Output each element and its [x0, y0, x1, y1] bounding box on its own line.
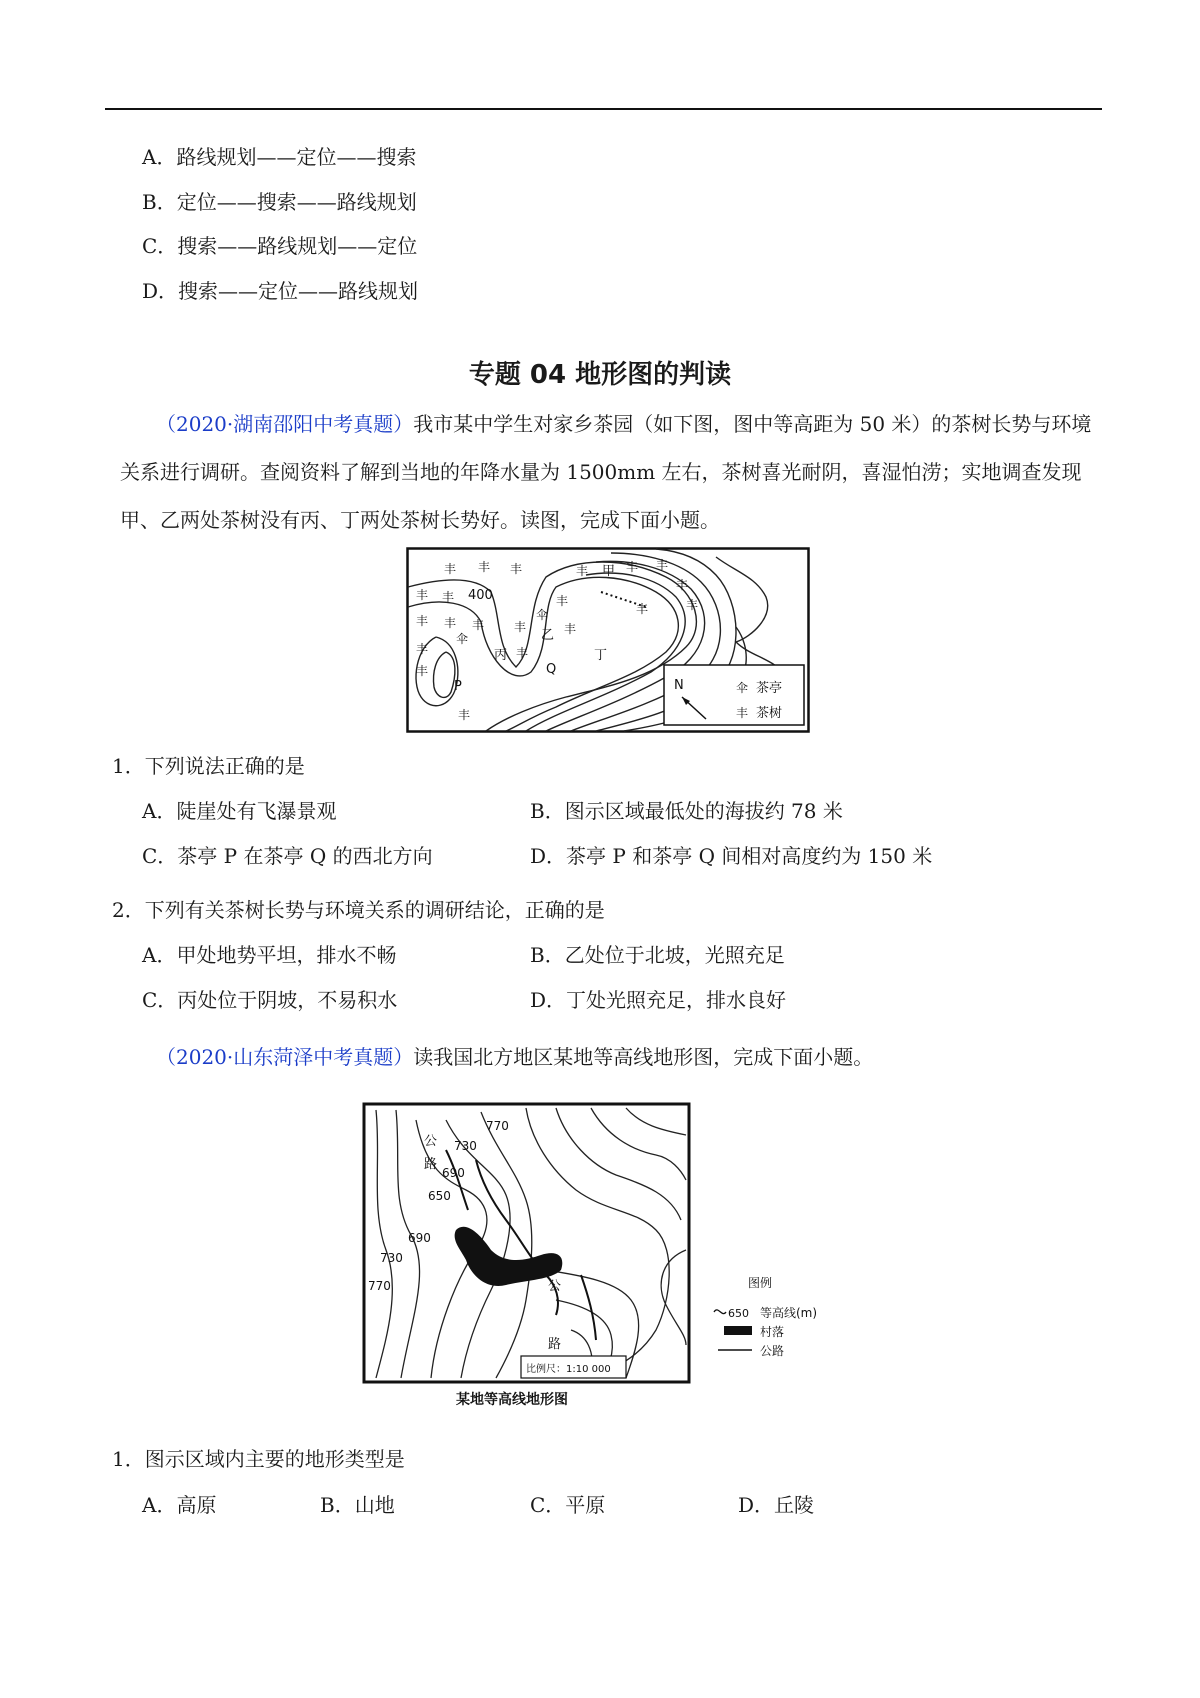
g2-q1-option-b: B．山地	[320, 1493, 395, 1517]
group2-intro	[156, 1043, 873, 1071]
group1-intro	[120, 400, 1100, 544]
contour-400-label: 400	[468, 588, 493, 603]
header-rule	[105, 108, 1102, 110]
legend-pavilion-symbol: 伞	[736, 681, 749, 695]
tea-symbol: 丰	[472, 618, 485, 632]
legend-village-label: 村落	[760, 1325, 785, 1339]
group1-source: （2020·湖南邵阳中考真题）	[156, 412, 414, 436]
tea-symbol: 丰	[444, 616, 457, 630]
pavilion-p-icon: 伞	[456, 632, 469, 646]
group2-source: （2020·山东菏泽中考真题）	[156, 1045, 414, 1069]
road-label-top-2: 路	[424, 1157, 438, 1172]
group2-intro-text: 读我国北方地区某地等高线地形图，完成下面小题。	[413, 1045, 874, 1069]
scale-label: 比例尺：1:10 000	[526, 1364, 611, 1375]
legend-village-icon	[724, 1326, 752, 1335]
tea-symbol: 丰	[676, 578, 689, 592]
tea-symbol: 丰	[564, 622, 577, 636]
legend-road-label: 公路	[760, 1344, 785, 1358]
contour-650: 650	[428, 1189, 451, 1203]
prev-option-c: C．搜索——路线规划——定位	[142, 234, 418, 258]
tea-symbol: 丰	[510, 562, 523, 576]
legend-contour-value: 650	[728, 1307, 749, 1320]
group1-intro-text: 我市某中学生对家乡茶园（如下图，图中等高距为 50 米）的茶树长势与环境关系进行调研。查阅资料了解到当地的年降水量为 1500mm 左右，茶树喜光耐阴，喜湿怕涝；实地调查发现甲、乙两处茶树没有丙、丁两处茶树长势好。读图，完成下面小题。	[120, 412, 1092, 532]
g2-q1-option-d: D．丘陵	[738, 1493, 815, 1517]
g1-q2-option-d: D．丁处光照充足，排水良好	[530, 988, 787, 1012]
tea-symbol: 丰	[416, 588, 429, 602]
label-p: P	[454, 679, 462, 694]
map-legend	[664, 665, 804, 725]
road-label-top-1: 公	[424, 1134, 438, 1149]
tea-symbol: 丰	[576, 564, 589, 578]
g1-q2-option-b: B．乙处位于北坡，光照充足	[530, 943, 785, 967]
g1-q1-stem: 1．下列说法正确的是	[112, 754, 305, 778]
prev-option-b: B．定位——搜索——路线规划	[142, 190, 417, 214]
contour-map-legend	[714, 1275, 817, 1358]
label-yi: 乙	[541, 628, 555, 643]
prev-option-a: A．路线规划——定位——搜索	[142, 145, 417, 169]
g2-q1-option-c: C．平原	[530, 1493, 606, 1517]
g1-q1-option-b: B．图示区域最低处的海拔约 78 米	[530, 799, 843, 823]
tea-symbol: 丰	[556, 594, 569, 608]
tea-symbol: 丰	[442, 590, 455, 604]
tea-symbol: 丰	[416, 642, 429, 656]
tea-symbol: 丰	[514, 620, 527, 634]
legend-title: 图例	[748, 1276, 773, 1290]
g1-q1-option-a: A．陡崖处有飞瀑景观	[142, 799, 337, 823]
label-bing: 丙	[494, 648, 508, 663]
legend-tea-symbol: 丰	[736, 706, 749, 720]
g1-q1-option-d: D．茶亭 P 和茶亭 Q 间相对高度约为 150 米	[530, 844, 933, 868]
g1-q2-stem: 2．下列有关茶树长势与环境关系的调研结论，正确的是	[112, 898, 605, 922]
pavilion-q-icon: 伞	[536, 608, 549, 622]
prev-option-d: D．搜索——定位——路线规划	[142, 279, 419, 303]
section-title: 专题 04 地形图的判读	[468, 360, 732, 390]
label-q: Q	[546, 662, 557, 677]
tea-symbol: 丰	[416, 664, 429, 678]
tea-symbol: 丰	[458, 708, 471, 722]
contour-730-left: 730	[380, 1251, 403, 1265]
contour-770-left: 770	[368, 1279, 391, 1293]
tea-symbol: 丰	[636, 602, 649, 616]
contour-map-svg	[356, 1100, 836, 1420]
label-jia: 甲	[602, 564, 616, 579]
g1-q2-option-c: C．丙处位于阴坡，不易积水	[142, 988, 398, 1012]
contour-690-left: 690	[408, 1231, 431, 1245]
tea-garden-map	[406, 547, 810, 733]
label-ding: 丁	[594, 648, 608, 663]
tea-symbol: 丰	[626, 560, 639, 574]
tea-symbol: 丰	[478, 560, 491, 574]
contour-730-top: 730	[454, 1139, 477, 1153]
road-label-bottom-2: 路	[548, 1337, 562, 1352]
tea-symbol: 丰	[444, 562, 457, 576]
g1-q1-option-c: C．茶亭 P 在茶亭 Q 的西北方向	[142, 844, 433, 868]
contour-map	[356, 1100, 836, 1420]
contour-770-top: 770	[486, 1119, 509, 1133]
contour-690-top: 690	[442, 1166, 465, 1180]
legend-tea-label: 茶树	[756, 706, 783, 721]
tea-symbol: 丰	[686, 598, 699, 612]
g2-q1-stem: 1．图示区域内主要的地形类型是	[112, 1447, 405, 1471]
legend-contour-label: 等高线(m)	[760, 1306, 818, 1320]
g1-q2-option-a: A．甲处地势平坦，排水不畅	[142, 943, 397, 967]
scale-box	[521, 1356, 626, 1378]
contour-map-caption: 某地等高线地形图	[456, 1392, 568, 1408]
tea-garden-map-svg	[406, 547, 810, 733]
tea-symbol: 丰	[656, 558, 669, 572]
g2-q1-option-a: A．高原	[142, 1493, 217, 1517]
tea-symbol: 丰	[516, 646, 529, 660]
north-arrow-label: N	[674, 678, 684, 693]
legend-pavilion-label: 茶亭	[756, 681, 783, 696]
road-label-bottom-1: 公	[548, 1279, 562, 1294]
tea-symbol: 丰	[416, 614, 429, 628]
